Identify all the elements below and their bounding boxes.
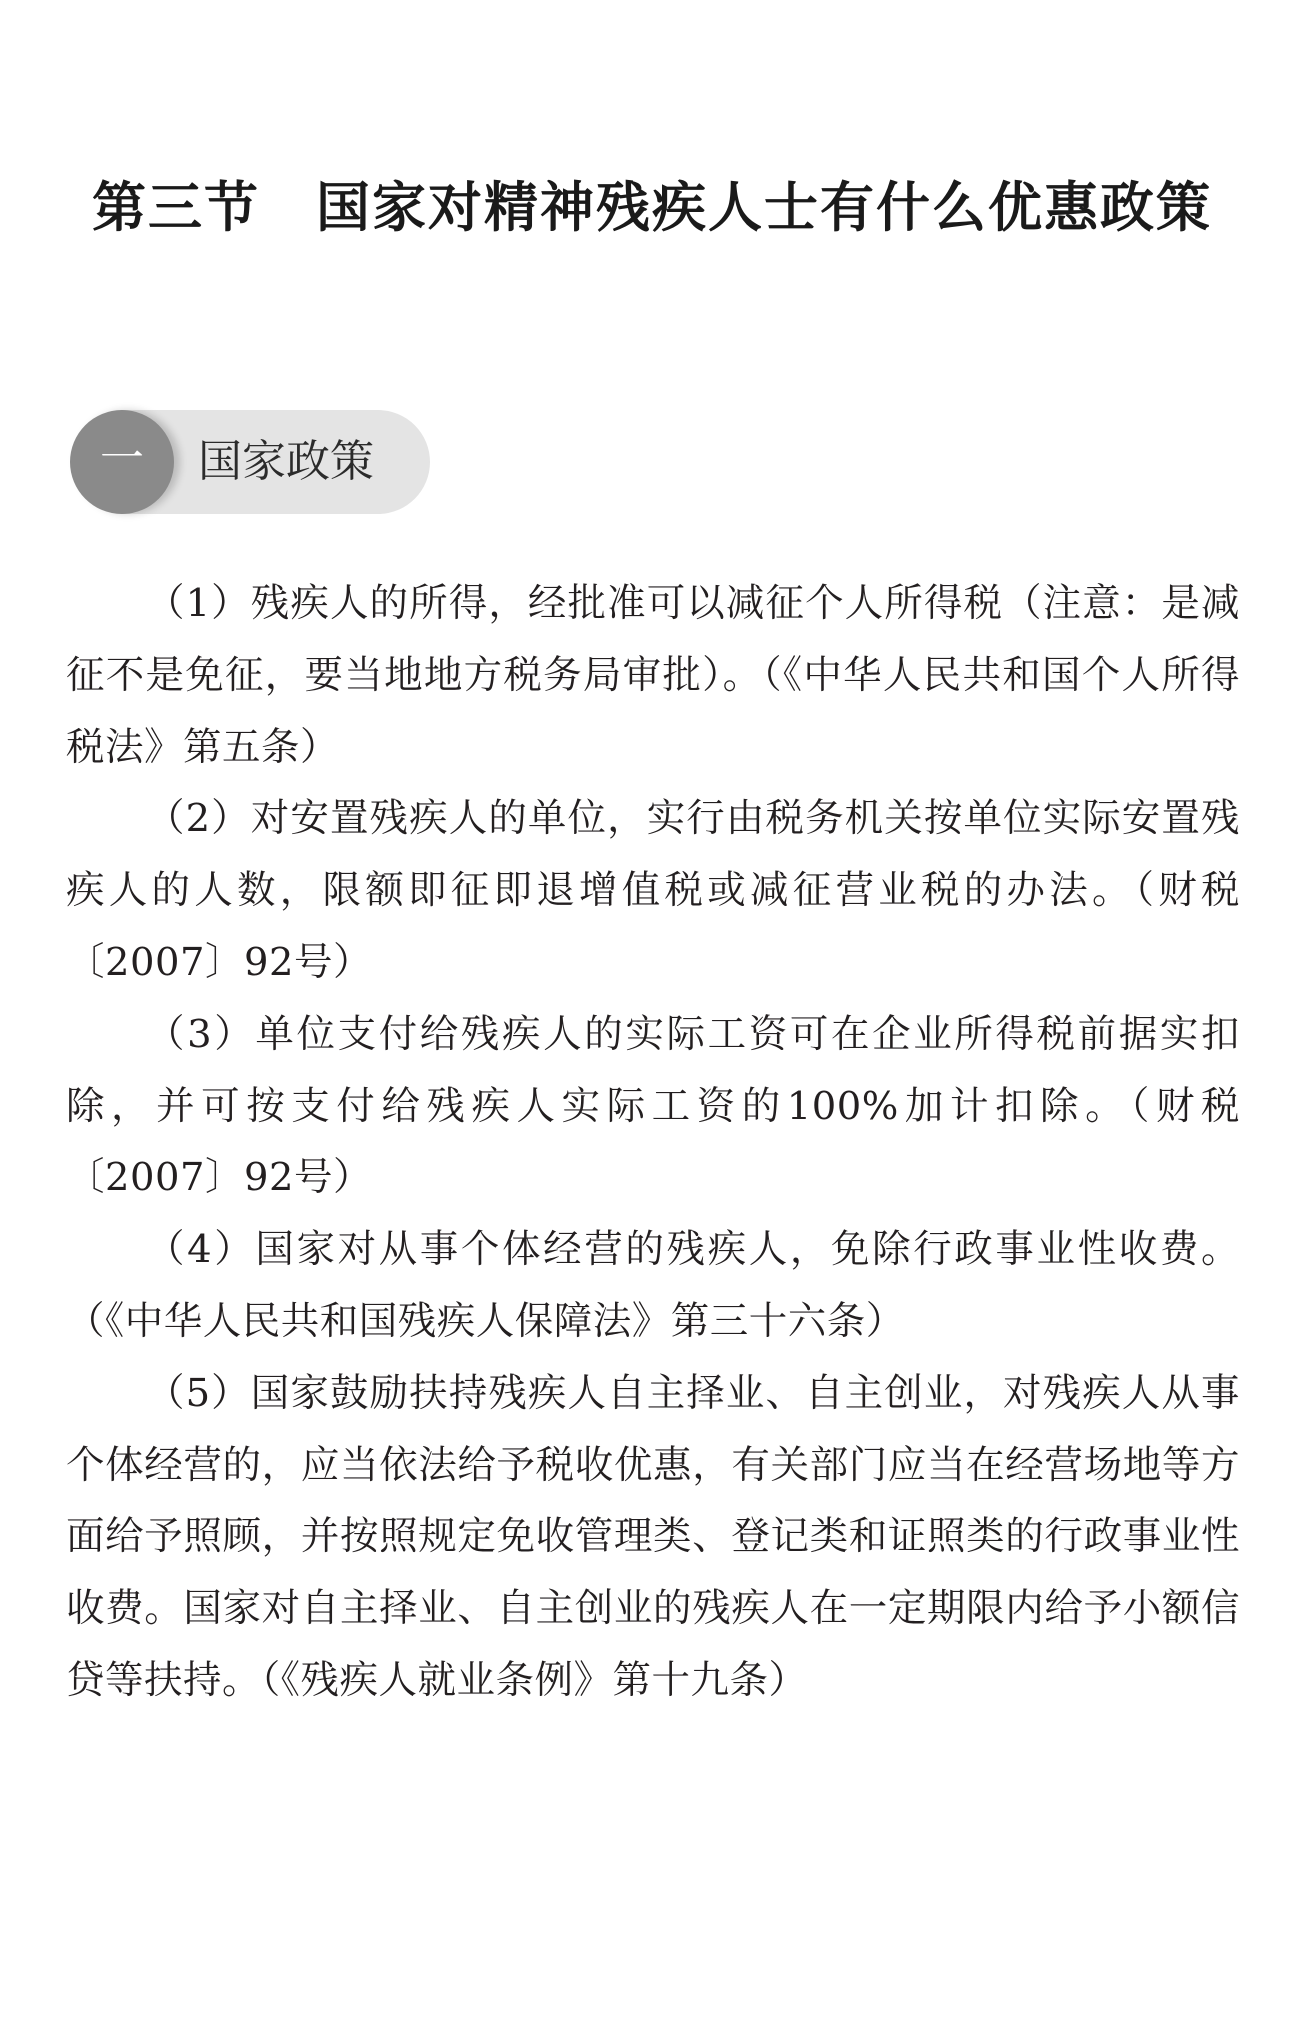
paragraph: （3）单位支付给残疾人的实际工资可在企业所得税前据实扣除，并可按支付给残疾人实际工资的100%加计扣除。（财税〔2007〕92号）	[66, 1011, 1240, 1201]
body-text	[66, 568, 1240, 1717]
section-label: 国家政策	[198, 436, 374, 487]
section-number: 一	[100, 433, 144, 484]
chapter-title: 第三节 国家对精神残疾人士有什么优惠政策	[92, 176, 1212, 239]
section-heading	[70, 410, 430, 514]
section-number-badge	[70, 410, 174, 514]
paragraph: （4）国家对从事个体经营的残疾人，免除行政事业性收费。（《中华人民共和国残疾人保障法》第三十六条）	[66, 1227, 1240, 1344]
paragraph: （1）残疾人的所得，经批准可以减征个人所得税（注意：是减征不是免征，要当地地方税务局审批）。（《中华人民共和国个人所得税法》第五条）	[66, 581, 1240, 770]
paragraph: （2）对安置残疾人的单位，实行由税务机关按单位实际安置残疾人的人数，限额即征即退增值税或减征营业税的办法。（财税〔2007〕92号）	[66, 796, 1240, 985]
paragraph: （5）国家鼓励扶持残疾人自主择业、自主创业，对残疾人从事个体经营的，应当依法给予税收优惠，有关部门应当在经营场地等方面给予照顾，并按照规定免收管理类、登记类和证照类的行政事业性收费。国家对自主择业、自主创业的残疾人在一定期限内给予小额信贷等扶持。（《残疾人就业条例》第十九条）	[66, 1370, 1240, 1703]
